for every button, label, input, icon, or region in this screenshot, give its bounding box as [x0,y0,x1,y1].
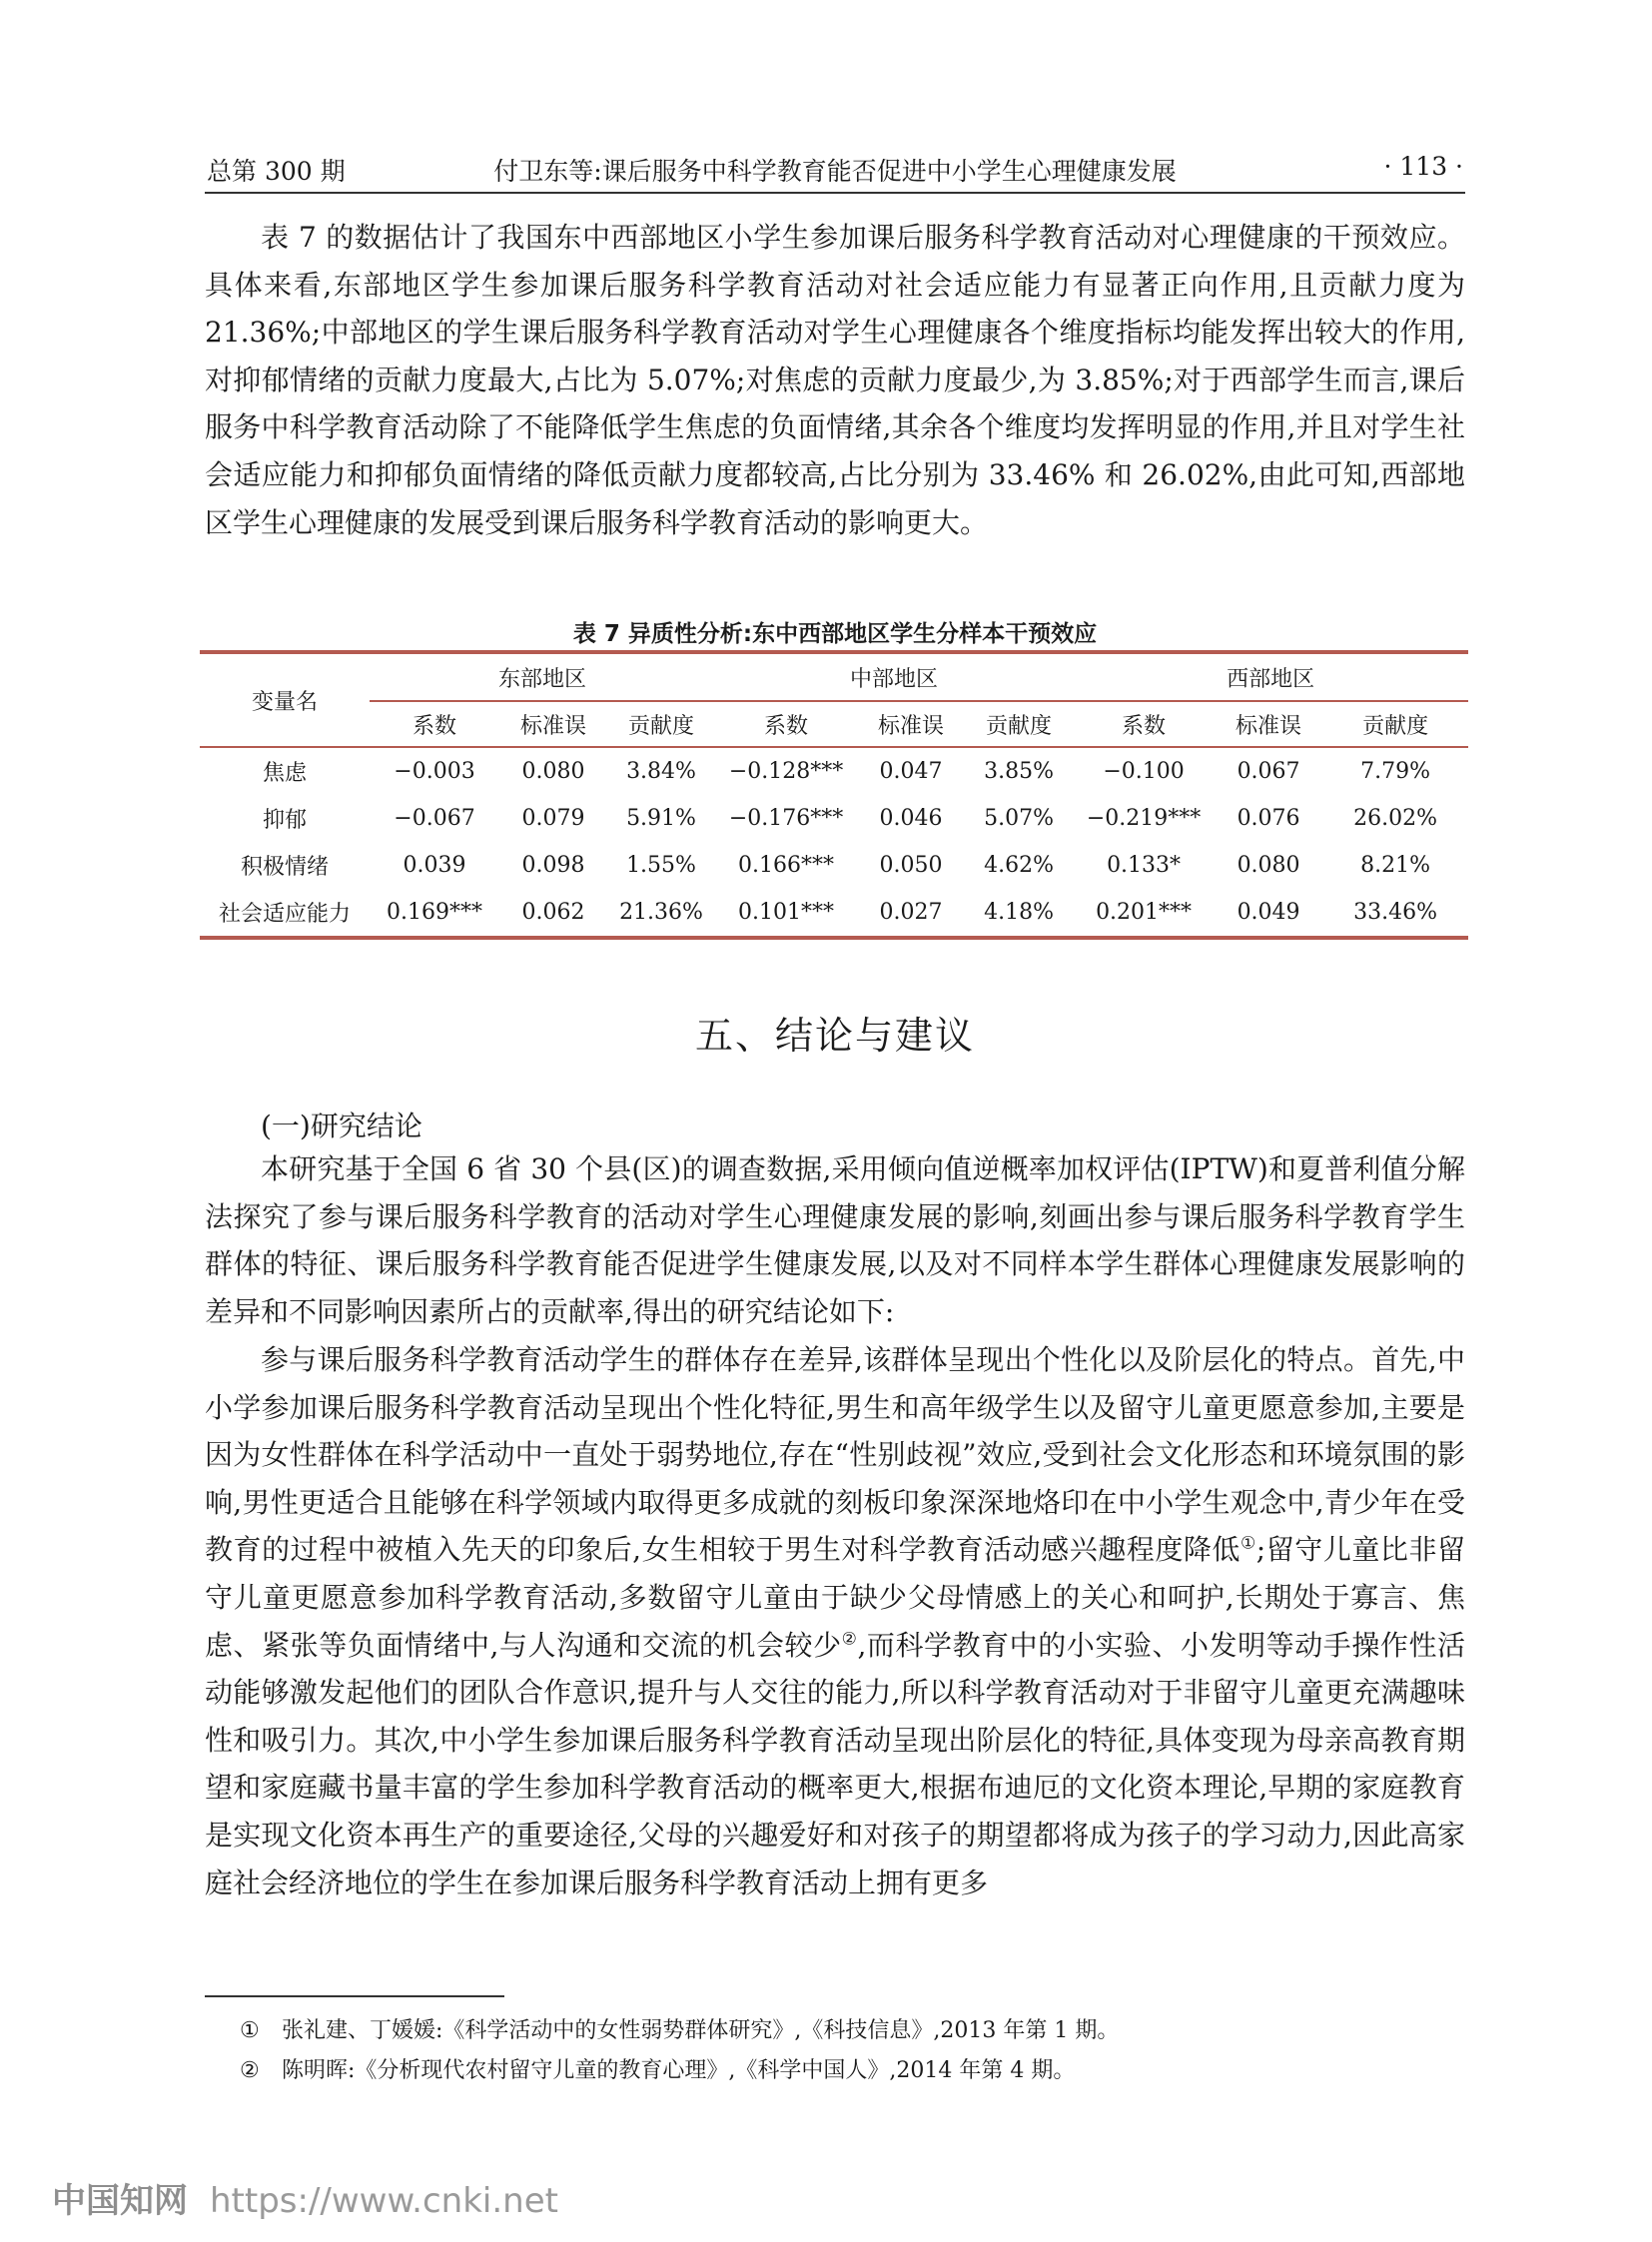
footnote-text: 张礼建、丁媛媛:《科学活动中的女性弱势群体研究》,《科技信息》,2013 年第 1 期。 [282,2018,1120,2043]
table-cell: −0.176*** [728,806,844,831]
footnote-mark: ② [240,2058,260,2083]
watermark [52,2173,558,2222]
table-cell: 0.062 [499,889,607,938]
paragraph-text: 参与课后服务科学教育活动学生的群体存在差异,该群体呈现出个性化以及阶层化的特点。首先,中小学参加课后服务科学教育活动呈现出个性化特征,男生和高年级学生以及留守儿童更愿意参加,主要是因为女性群体在科学活动中一直处于弱势地位,存在“性别歧视”效应,受到社会文化形态和环境氛围的影响,男性更适合且能够在科学领域内取得更多成就的刻板印象深深地烙印在中小学生观念中,青少年在受教育的过程中被植入先天的印象后,女生相较于男生对科学教育活动感兴趣程度降低 [205,1343,1465,1567]
table-row [200,889,1468,938]
subheader-se: 标准误 [857,701,965,747]
footnote-mark: ① [240,2018,260,2043]
heterogeneity-table [200,650,1468,940]
subheader-se: 标准误 [499,701,607,747]
table-row [200,842,1468,889]
section-title: 五、结论与建议 [694,1014,975,1058]
table-cell: 0.201*** [1073,889,1215,938]
footnote-text: 陈明晖:《分析现代农村留守儿童的教育心理》,《科学中国人》,2014 年第 4 期。 [282,2058,1076,2083]
subheader-contrib: 贡献度 [1322,701,1468,747]
table-cell: 0.101*** [715,889,857,938]
table-cell: 0.079 [521,806,585,831]
subheader-coef: 系数 [370,701,499,747]
subheader-se: 标准误 [1215,701,1322,747]
footnote-ref-1[interactable]: ① [1239,1534,1256,1555]
table-cell: 0.133* [1107,853,1182,878]
page-number: · 113 · [1383,152,1463,181]
table-cell: 1.55% [626,853,696,878]
table-cell: 0.080 [521,759,585,784]
row-label: 焦虑 [262,761,307,786]
table-cell: 0.027 [857,889,965,938]
paragraph-text: ;留守儿童比非留守儿童更愿意参加科学教育活动,多数留守儿童由于缺少父母情感上的关心和呵护,长期处于寡言、焦虑、紧张等负面情绪中,与人沟通和交流的机会较少 [205,1533,1466,1662]
table-cell: 3.84% [626,759,696,784]
table-caption: 表 7 异质性分析:东中西部地区学生分样本干预效应 [572,621,1098,647]
watermark-url[interactable]: https://www.cnki.net [210,2181,558,2221]
conclusion-paragraph-2 [205,1336,1465,1906]
table-cell: −0.128*** [728,759,844,784]
table-cell: 0.169*** [370,889,499,938]
subsection-title: (一)研究结论 [261,1110,422,1142]
subheader-contrib: 贡献度 [965,701,1073,747]
cnki-logo-text: 中国知网 [52,2181,188,2221]
subheader-coef: 系数 [1073,701,1215,747]
footnote-2 [240,2053,1075,2084]
table-cell: 8.21% [1360,853,1431,878]
group-header-central: 中部地区 [715,652,1073,701]
table-cell: 4.62% [984,853,1054,878]
table-cell: 0.166*** [738,853,835,878]
table-cell: −0.219*** [1086,806,1202,831]
intro-paragraph: 表 7 的数据估计了我国东中西部地区小学生参加课后服务科学教育活动对心理健康的干预效应。具体来看,东部地区学生参加课后服务科学教育活动对社会适应能力有显著正向作用,且贡献力度为 21.36%;中部地区的学生课后服务科学教育活动对学生心理健康各个维度指标均能发挥出较大的作用,对抑郁情绪的贡献力度最大,占比为 5.07%;对焦虑的贡献力度最少,为 3.85%;对于西部学生而言,课后服务中科学教育活动除了不能降低学生焦虑的负面情绪,其余各个维度均发挥明显的作用,并且对学生社会适应能力和抑郁负面情绪的降低贡献力度都较高,占比分别为 33.46% 和 26.02%,由此可知,西部地区学生心理健康的发展受到课后服务科学教育活动的影响更大。 [205,221,1465,539]
table-cell: 7.79% [1360,759,1431,784]
table-cell: 0.076 [1237,806,1300,831]
row-label: 社会适应能力 [200,889,370,938]
table-cell: −0.003 [394,759,475,784]
running-title: 付卫东等:课后服务中科学教育能否促进中小学生心理健康发展 [493,157,1177,186]
table-row [200,747,1468,795]
variable-header: 变量名 [200,652,370,747]
table-cell: 0.067 [1237,759,1300,784]
footnote-ref-2[interactable]: ② [841,1629,858,1650]
group-header-west: 西部地区 [1073,652,1468,701]
subheader-contrib: 贡献度 [607,701,715,747]
table-cell: 0.047 [879,759,943,784]
footnote-divider [205,1995,504,1997]
paragraph-text: ,而科学教育中的小实验、小发明等动手操作性活动能够激发起他们的团队合作意识,提升与人交往的能力,所以科学教育活动对于非留守儿童更充满趣味性和吸引力。其次,中小学生参加课后服务科学教育活动呈现出阶层化的特征,具体变现为母亲高教育期望和家庭藏书量丰富的学生参加科学教育活动的概率更大,根据布迪厄的文化资本理论,早期的家庭教育是实现文化资本再生产的重要途径,父母的兴趣爱好和对孩子的期望都将成为孩子的学习动力,因此高家庭社会经济地位的学生在参加课后服务科学教育活动上拥有更多 [205,1628,1465,1899]
table-cell: −0.100 [1103,759,1185,784]
table-cell: 0.050 [879,853,943,878]
table-cell: 26.02% [1353,806,1438,831]
table-cell: 33.46% [1322,889,1468,938]
group-header-east: 东部地区 [370,652,715,701]
table-cell: 0.080 [1237,853,1300,878]
table-cell: 21.36% [607,889,715,938]
row-label: 积极情绪 [240,855,329,880]
row-label: 抑郁 [262,808,307,833]
table-cell: −0.067 [394,806,475,831]
subheader-coef: 系数 [715,701,857,747]
table-cell: 0.046 [879,806,943,831]
table-cell: 0.049 [1215,889,1322,938]
issue-number: 总第 300 期 [207,157,346,186]
table-cell: 0.039 [403,853,466,878]
running-header [205,150,1465,194]
footnote-1 [240,2013,1119,2044]
table-cell: 5.91% [626,806,696,831]
conclusion-paragraph-1: 本研究基于全国 6 省 30 个县(区)的调查数据,采用倾向值逆概率加权评估(IPTW)和夏普利值分解法探究了参与课后服务科学教育的活动对学生心理健康发展的影响,刻画出参与课后服务科学教育学生群体的特征、课后服务科学教育能否促进学生健康发展,以及对不同样本学生群体心理健康发展影响的差异和不同影响因素所占的贡献率,得出的研究结论如下: [205,1152,1465,1328]
table-cell: 3.85% [984,759,1054,784]
table-cell: 4.18% [965,889,1073,938]
table-row [200,795,1468,842]
table-cell: 5.07% [984,806,1054,831]
table-cell: 0.098 [521,853,585,878]
